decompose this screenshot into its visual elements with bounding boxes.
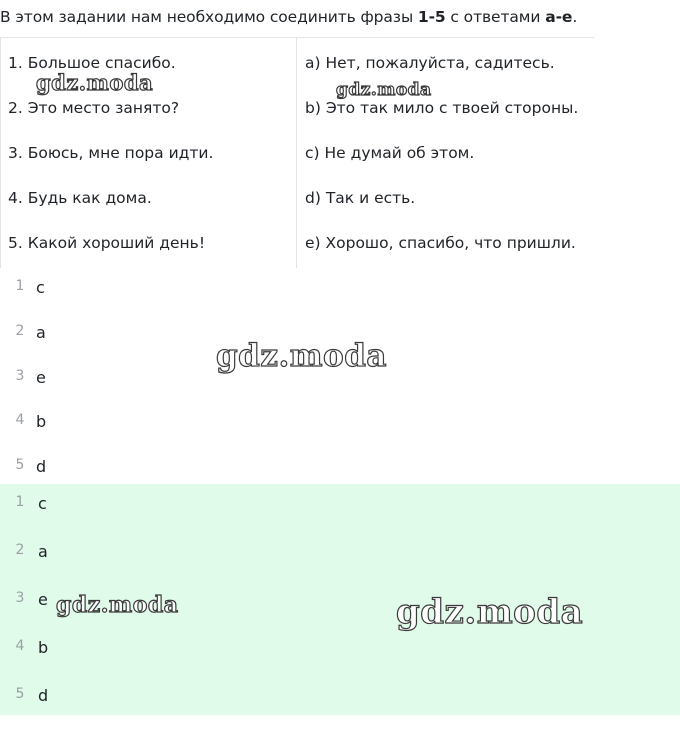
answer-number: 2: [15, 542, 25, 558]
watermark: gdz.moda: [56, 592, 179, 618]
responses-column: [297, 38, 594, 269]
answer-value: b: [36, 412, 47, 431]
phrase-cell: 2. Это место занято?: [8, 99, 180, 117]
intro-letters: a-e: [545, 8, 573, 26]
answer-row: [0, 323, 200, 347]
answer-number: 4: [15, 412, 25, 428]
intro-prefix: В этом задании нам необходимо соединить фразы: [0, 8, 418, 26]
answer-list-plain: [0, 268, 680, 484]
intro-range: 1-5: [417, 8, 446, 26]
answer-row: [0, 686, 200, 710]
answer-value: b: [38, 638, 49, 657]
answer-row: [0, 412, 200, 436]
phrase-cell: 1. Большое спасибо.: [8, 54, 176, 72]
answer-number: 5: [15, 457, 25, 473]
answer-row: [0, 457, 200, 481]
intro-middle: с ответами: [445, 8, 546, 26]
answer-number: 3: [15, 590, 25, 606]
answer-row: [0, 368, 200, 392]
intro-suffix: .: [572, 8, 578, 26]
answer-value: c: [36, 278, 45, 297]
phrase-cell: 5. Какой хороший день!: [8, 234, 206, 252]
answer-value: e: [36, 368, 46, 387]
answer-number: 4: [15, 638, 25, 654]
watermark: gdz.moda: [336, 80, 432, 100]
response-cell: a) Нет, пожалуйста, садитесь.: [305, 54, 555, 72]
answer-number: 1: [15, 494, 25, 510]
response-cell: d) Так и есть.: [305, 189, 416, 207]
answer-value: a: [36, 323, 46, 342]
answer-row: [0, 494, 200, 518]
answer-number: 5: [15, 686, 25, 702]
phrase-cell: 3. Боюсь, мне пора идти.: [8, 144, 214, 162]
answer-number: 1: [15, 278, 25, 294]
answer-value: d: [38, 686, 49, 705]
phrase-cell: 4. Будь как дома.: [8, 189, 152, 207]
task-intro: [0, 8, 577, 26]
answer-number: 2: [15, 323, 25, 339]
response-cell: c) Не думай об этом.: [305, 144, 475, 162]
answer-number: 3: [15, 368, 25, 384]
answer-row: [0, 542, 200, 566]
answer-value: a: [38, 542, 48, 561]
answer-value: e: [38, 590, 48, 609]
response-cell: b) Это так мило с твоей стороны.: [305, 99, 579, 117]
answer-row: [0, 278, 200, 302]
answer-row: [0, 638, 200, 662]
answer-value: d: [36, 457, 47, 476]
watermark: gdz.moda: [396, 592, 584, 632]
watermark: gdz.moda: [216, 338, 387, 374]
watermark: gdz.moda: [36, 70, 154, 95]
answer-value: c: [38, 494, 47, 513]
response-cell: e) Хорошо, спасибо, что пришли.: [305, 234, 576, 252]
